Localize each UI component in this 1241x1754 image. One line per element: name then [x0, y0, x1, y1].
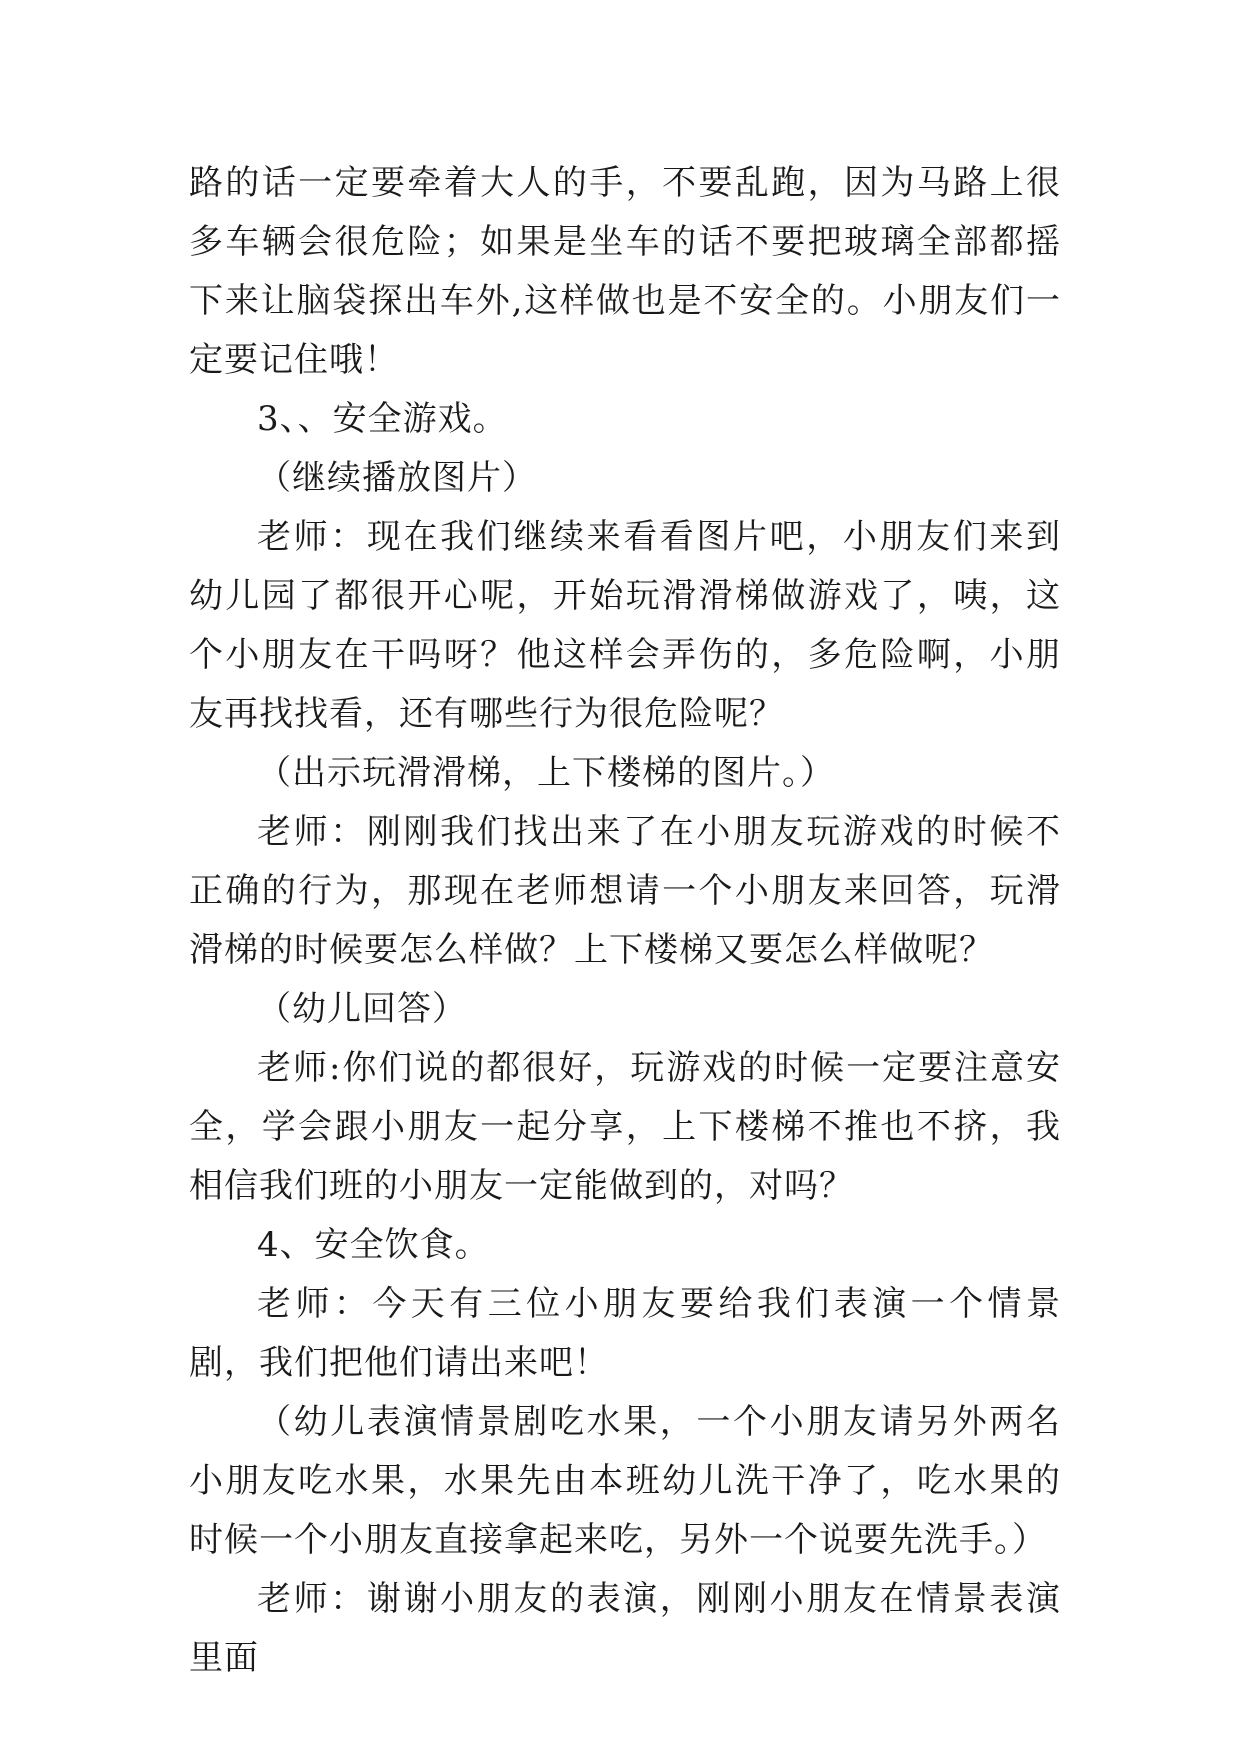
teacher-dialogue: 老师：刚刚我们找出来了在小朋友玩游戏的时候不正确的行为，那现在老师想请一个小朋友来回答，玩滑滑梯的时候要怎么样做？上下楼梯又要怎么样做呢？ — [189, 812, 1061, 970]
stage-direction: （幼儿表演情景剧吃水果，一个小朋友请另外两名小朋友吃水果，水果先由本班幼儿洗干净了，吃水果的时候一个小朋友直接拿起来吃，另外一个说要先洗手。） — [189, 1402, 1061, 1560]
document-body — [189, 154, 1061, 1688]
teacher-dialogue: 老师:你们说的都很好，玩游戏的时候一定要注意安全，学会跟小朋友一起分享，上下楼梯不推也不挤，我相信我们班的小朋友一定能做到的，对吗？ — [189, 1048, 1061, 1206]
teacher-dialogue: 老师：今天有三位小朋友要给我们表演一个情景剧，我们把他们请出来吧！ — [189, 1284, 1061, 1383]
teacher-dialogue: 老师：谢谢小朋友的表演，刚刚小朋友在情景表演里面 — [189, 1579, 1061, 1678]
teacher-dialogue: 老师：现在我们继续来看看图片吧，小朋友们来到幼儿园了都很开心呢，开始玩滑滑梯做游戏了，咦，这个小朋友在干吗呀？他这样会弄伤的，多危险啊，小朋友再找找看，还有哪些行为很危险呢？ — [189, 517, 1061, 734]
stage-direction: （继续播放图片） — [257, 458, 537, 498]
heading-safe-games: 3、、安全游戏。 — [257, 399, 508, 439]
paragraph-continuation: 路的话一定要牵着大人的手，不要乱跑，因为马路上很多车辆会很危险；如果是坐车的话不要把玻璃全部都摇下来让脑袋探出车外,这样做也是不安全的。小朋友们一定要记住哦！ — [189, 163, 1061, 380]
stage-direction: （幼儿回答） — [257, 989, 467, 1029]
heading-safe-eating: 4、安全饮食。 — [257, 1225, 490, 1265]
stage-direction: （出示玩滑滑梯，上下楼梯的图片。） — [257, 753, 835, 793]
